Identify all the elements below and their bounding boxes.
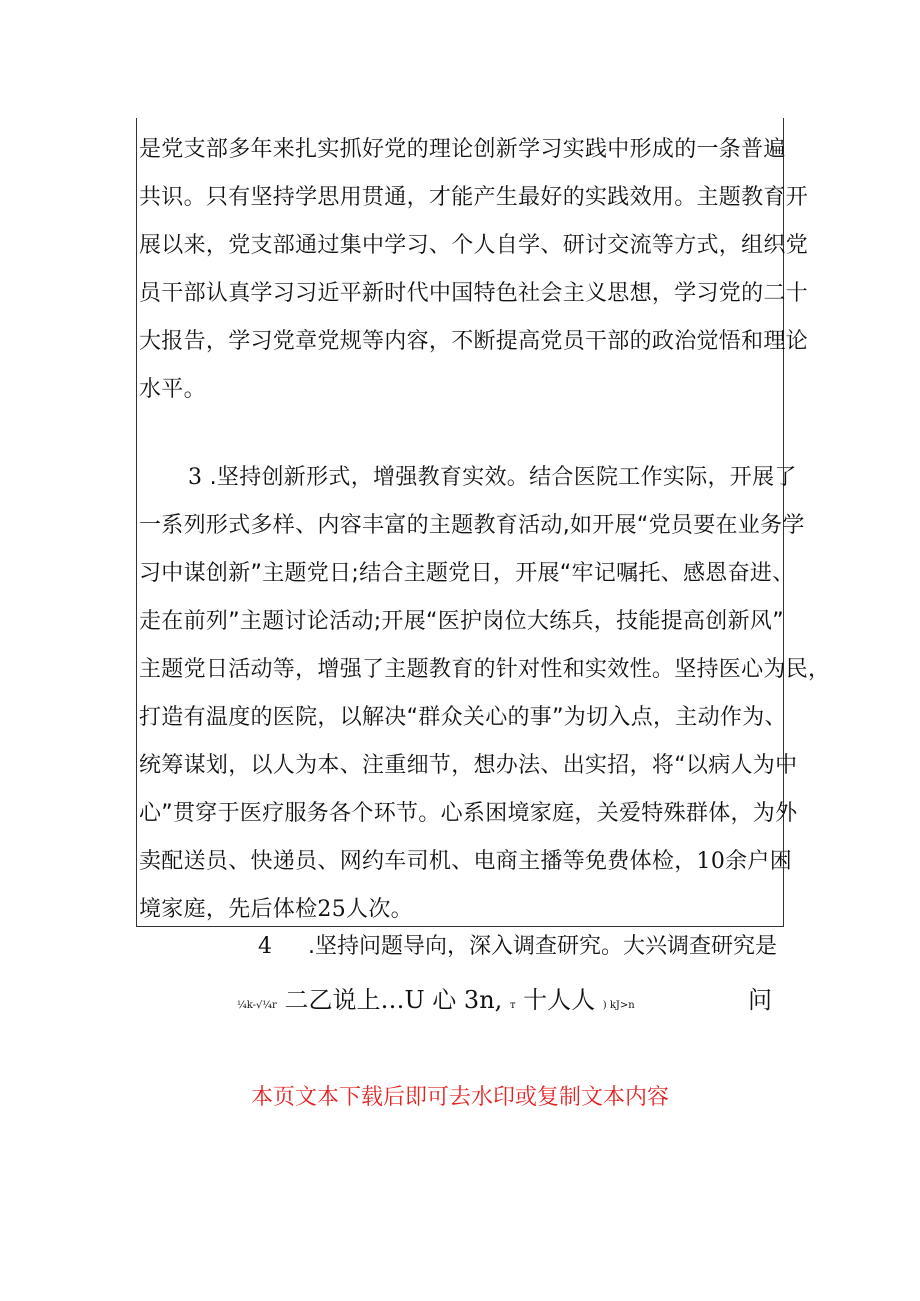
paragraph-1-line-2: 共识。只有坚持学思用贯通，才能产生最好的实践效用。主题教育开 [139, 185, 809, 210]
watermark-notice: 本页文本下载后即可去水印或复制文本内容 [250, 1085, 669, 1110]
paragraph-2-line-7: 统筹谋划，以人为本、注重细节，想办法、出实招，将“以病人为中 [139, 753, 798, 778]
garbled-small-a: ¼k-√¼r [237, 1000, 277, 1011]
paragraph-2-line-2: 一系列形式多样、内容丰富的主题教育活动,如开展“党员要在业务学 [139, 513, 805, 538]
paragraph-1-line-6: 水平。 [139, 377, 206, 402]
paragraph-1-line-4: 员干部认真学习习近平新时代中国特色社会主义思想，学习党的二十 [139, 281, 809, 306]
paragraph-2-line-10-prefix: 境家庭，先后体检 [139, 897, 318, 922]
paragraph-2-line-6: 打造有温度的医院，以解决“群众关心的事”为切入点，主动作为、 [139, 705, 787, 730]
garbled-small-b: т [509, 1000, 516, 1011]
garbled-small-c: ) kJ>n [602, 1000, 635, 1011]
paragraph-2-line-3: 习中谋创新”主题党日;结合主题党日，开展“牢记嘱托、感恩奋进、 [139, 561, 795, 586]
paragraph-1-line-1: 是党支部多年来扎实抓好党的理论创新学习实践中形成的一条普遍 [139, 137, 786, 162]
paragraph-1-line-5: 大报告，学习党章党规等内容，不断提高党员干部的政治觉悟和理论 [139, 329, 809, 354]
paragraph-2-number: 3 [188, 465, 203, 490]
paragraph-2-line-8: 心”贯穿于医疗服务各个环节。心系困境家庭，关爱特殊群体，为外 [139, 801, 798, 826]
paragraph-2-line-4: 走在前列”主题讨论活动;开展“医护岗位大练兵，技能提高创新风” [139, 609, 784, 634]
paragraph-2-first-line-text: .坚持创新形式，增强教育实效。结合医院工作实际，开展了 [209, 465, 797, 490]
garbled-text-line [237, 976, 635, 1030]
paragraph-2-line-5: 主题党日活动等，增强了主题教育的针对性和实效性。坚持医心为民， [139, 657, 831, 682]
garbled-main-a: 二乙说上…U 心 3n, [284, 986, 503, 1014]
paragraph-1-line-3: 展以来，党支部通过集中学习、个人自学、研讨交流等方式，组织党 [139, 233, 809, 258]
paragraph-2-line-9-text: 卖配送员、快递员、网约车司机、电商主播等免费体检， [139, 849, 697, 874]
paragraph-2-line-9 [139, 838, 793, 886]
garbled-end-char: 问 [748, 986, 772, 1014]
paragraph-3-text: .坚持问题导向，深入调查研究。大兴调查研究是 [308, 934, 777, 959]
inline-number-checkups: 25 [317, 897, 347, 922]
garbled-main-b: 十人人 [523, 986, 596, 1014]
paragraph-3-number: 4 [258, 934, 272, 959]
inline-number-households: 10 [696, 849, 726, 874]
paragraph-2-first-line [188, 454, 838, 502]
paragraph-3-line [258, 923, 777, 971]
paragraph-2-line-10-suffix: 人次。 [346, 897, 413, 922]
paragraph-2-line-9-tail: 余户困 [725, 849, 793, 874]
